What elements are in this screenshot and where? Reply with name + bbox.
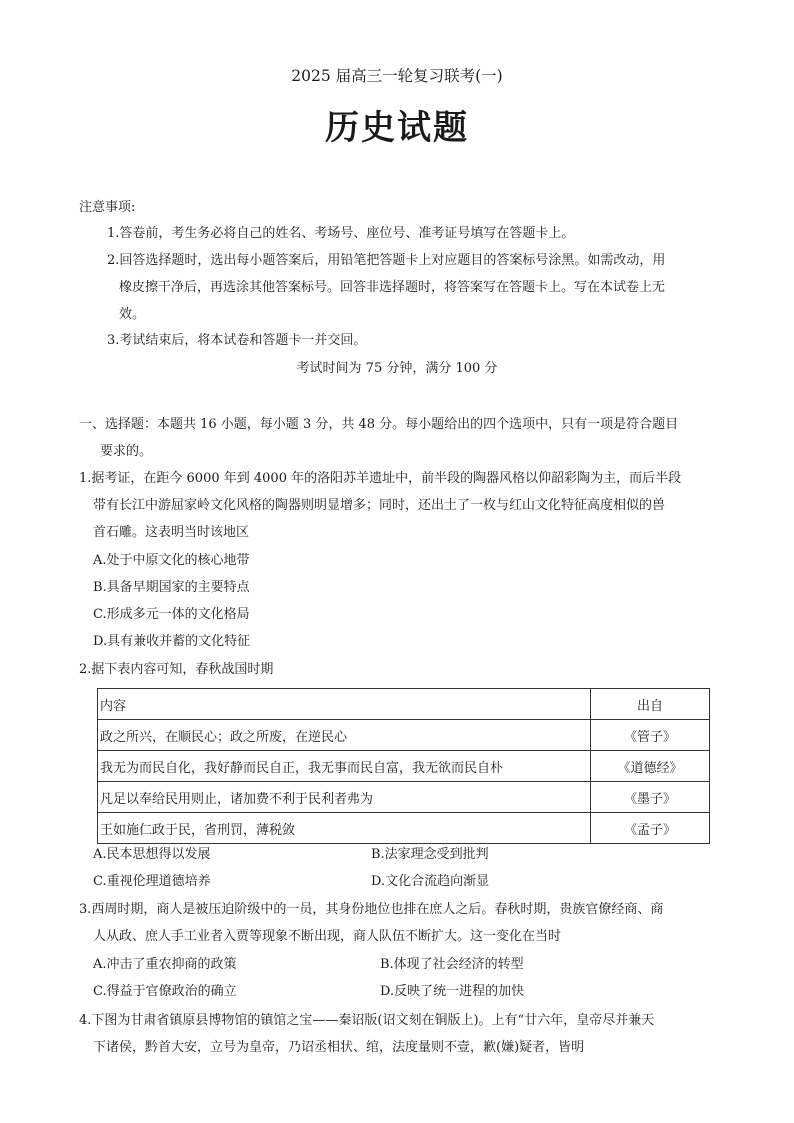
option-a[interactable]: A.冲击了重农抑商的政策 xyxy=(93,957,237,972)
section-line: 要求的。 xyxy=(100,444,153,459)
notice-item: 效。 xyxy=(119,307,146,322)
option-d[interactable]: D.具有兼收并蓄的文化特征 xyxy=(93,634,251,649)
section-line: 一、选择题：本题共 16 小题，每小题 3 分，共 48 分。每小题给出的四个选项中，只有一项是符合题目 xyxy=(79,417,679,432)
question-stem: 3.西周时期，商人是被压迫阶级中的一员，其身份地位也排在庶人之后。春秋时期，贵族官僚经商、商 xyxy=(79,902,664,917)
question-stem: 4.下图为甘肃省镇原县博物馆的镇馆之宝——秦诏版(诏文刻在铜版上)。上有“廿六年，皇帝尽并兼天 xyxy=(79,1013,655,1028)
table-row xyxy=(98,720,710,751)
option-d[interactable]: D.文化合流趋向渐显 xyxy=(371,874,490,889)
question-stem: 2.据下表内容可知，春秋战国时期 xyxy=(79,662,274,677)
notice-item: 3.考试结束后，将本试卷和答题卡一并交回。 xyxy=(107,333,367,348)
option-b[interactable]: B.法家理念受到批判 xyxy=(371,847,489,862)
notice-heading: 注意事项: xyxy=(79,200,136,215)
table-cell: 王如施仁政于民，省刑罚，薄税敛 xyxy=(98,813,591,844)
notice-item: 橡皮擦干净后，再选涂其他答案标号。回答非选择题时，将答案写在答题卡上。写在本试卷上无 xyxy=(119,280,666,295)
option-d[interactable]: D.反映了统一进程的加快 xyxy=(380,984,525,999)
option-c[interactable]: C.得益于官僚政治的确立 xyxy=(93,984,237,999)
exam-subtitle: 2025 届高三一轮复习联考(一) xyxy=(291,67,503,85)
option-b[interactable]: B.体现了社会经济的转型 xyxy=(380,957,524,972)
option-a[interactable]: A.民本思想得以发展 xyxy=(93,847,211,862)
question-stem: 带有长江中游屈家岭文化风格的陶器则明显增多；同时，还出土了一枚与红山文化特征高度相似的兽 xyxy=(93,498,666,513)
table-cell: 我无为而民自化，我好静而民自正，我无事而民自富，我无欲而民自朴 xyxy=(98,751,591,782)
option-c[interactable]: C.重视伦理道德培养 xyxy=(93,874,211,889)
notice-item: 1.答卷前，考生务必将自己的姓名、考场号、座位号、准考证号填写在答题卡上。 xyxy=(107,226,575,241)
exam-time-info: 考试时间为 75 分钟，满分 100 分 xyxy=(296,361,498,376)
question-stem: 首石雕。这表明当时该地区 xyxy=(93,525,250,540)
notice-item: 2.回答选择题时，选出每小题答案后，用铅笔把答题卡上对应题目的答案标号涂黑。如需改动，用 xyxy=(107,253,666,268)
question-stem: 下诸侯，黔首大安，立号为皇帝，乃诏丞相状、绾，法度量则不壹，歉(嫌)疑者，皆明 xyxy=(93,1040,585,1055)
table-row xyxy=(98,813,710,844)
table-row xyxy=(98,782,710,813)
table-cell: 凡足以奉给民用则止，诸加费不利于民利者弗为 xyxy=(98,782,591,813)
table-header: 内容 xyxy=(98,689,591,720)
table-cell: 《道德经》 xyxy=(591,751,710,782)
table-cell: 《墨子》 xyxy=(591,782,710,813)
option-b[interactable]: B.具备早期国家的主要特点 xyxy=(93,580,250,595)
source-table xyxy=(97,688,710,844)
option-a[interactable]: A.处于中原文化的核心地带 xyxy=(93,553,250,568)
table-row xyxy=(98,751,710,782)
table-header-row xyxy=(98,689,710,720)
table-cell: 《管子》 xyxy=(591,720,710,751)
exam-title: 历史试题 xyxy=(325,108,469,148)
table-cell: 《孟子》 xyxy=(591,813,710,844)
option-c[interactable]: C.形成多元一体的文化格局 xyxy=(93,607,250,622)
question-stem: 人从政、庶人手工业者入贾等现象不断出现，商人队伍不断扩大。这一变化在当时 xyxy=(93,929,562,944)
table-cell: 政之所兴，在顺民心；政之所废，在逆民心 xyxy=(98,720,591,751)
question-stem: 1.据考证，在距今 6000 年到 4000 年的洛阳苏羊遗址中，前半段的陶器风格以仰韶彩陶为主，而后半段 xyxy=(79,471,682,486)
table-header: 出自 xyxy=(591,689,710,720)
